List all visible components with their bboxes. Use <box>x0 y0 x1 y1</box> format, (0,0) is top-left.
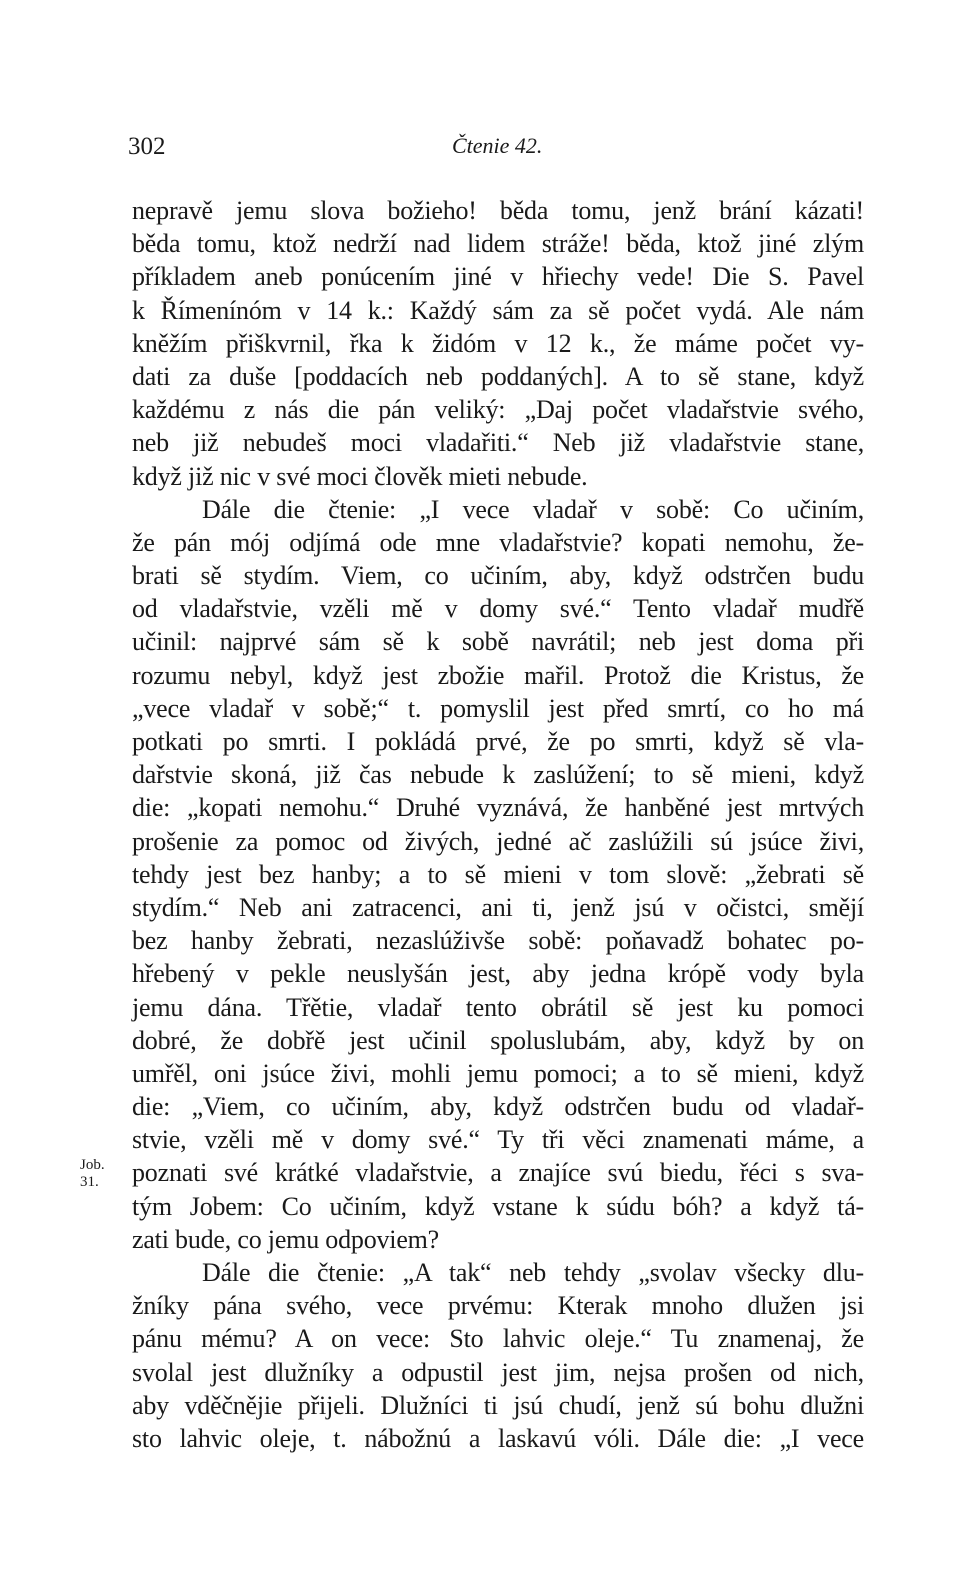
text-line: stydím.“ Neb ani zatracenci, ani ti, jenž jsú v očistci, smějí <box>132 892 864 922</box>
text-line: dobré, že dobřě jest učinil spoluslubám, aby, když by on <box>132 1025 864 1055</box>
text-line: tým Jobem: Co učiním, když vstane k súdu bóh? a když tá- <box>132 1191 864 1221</box>
text-line: dati za duše [poddacích neb poddaných]. A to sě stane, když <box>132 361 864 391</box>
margin-note-line: Job. <box>80 1157 105 1173</box>
page-header <box>0 0 960 200</box>
text-line: aby vděčnějie přijeli. Dlužníci ti jsú chudí, jenž sú bohu dlužni <box>132 1390 864 1420</box>
text-line: že pán mój odjímá ode mne vladařstvie? kopati nemohu, že- <box>132 527 864 557</box>
text-line: každému z nás die pán veliký: „Daj počet vladařstvie svého, <box>132 395 864 425</box>
text-line: neb již nebudeš moci vladařiti.“ Neb již vladařstvie stane, <box>132 428 864 458</box>
text-line: zati bude, co jemu odpoviem? <box>132 1224 440 1254</box>
text-line: k Římenínóm v 14 k.: Každý sám za sě počet vydá. Ale nám <box>132 295 864 325</box>
text-line: potkati po smrti. I pokládá prvé, že po smrti, když sě vla- <box>132 727 864 756</box>
text-line: rozumu nebyl, když jest zbožie mařil. Protož die Kristus, že <box>132 660 864 690</box>
text-line: prošenie za pomoc od živých, jedné ač zaslúžili sú jsúce živi, <box>132 826 864 856</box>
text-line: die: „kopati nemohu.“ Druhé vyznává, že hanběné jest mrtvých <box>132 793 864 823</box>
text-line: pánu mému? A on vece: Sto lahvic oleje.“ Tu znamenaj, že <box>132 1324 864 1354</box>
text-line: stvie, vzěli mě v domy své.“ Ty tři věci znamenati máme, a <box>132 1125 864 1155</box>
text-line: hřebený v pekle neuslyšán jest, aby jedna krópě vody byla <box>132 959 864 989</box>
text-line: nepravě jemu slova božieho! běda tomu, jenž brání kázati! <box>132 196 864 225</box>
margin-note <box>80 1157 124 1191</box>
text-line: tehdy jest bez hanby; a to sě mieni v tom slově: „žebrati sě <box>132 859 864 889</box>
text-line: brati sě stydím. Viem, co učiním, aby, když odstrčen budu <box>132 561 864 591</box>
text-line: Dále die čtenie: „I vece vladař v sobě: Co učiním, <box>202 494 864 524</box>
text-line: dařstvie skoná, již čas nebude k zaslúžení; to sě mieni, když <box>132 760 864 790</box>
text-line: svolal jest dlužníky a odpustil jest jim, nejsa prošen od nich, <box>132 1357 864 1387</box>
text-line: když již nic v své moci člověk mieti nebude. <box>132 461 588 491</box>
text-line: od vladařstvie, vzěli mě v domy své.“ Tento vladař mudřě <box>132 594 864 624</box>
body-text <box>132 194 864 1455</box>
text-line: kněžím přiškvrnil, řka k židóm v 12 k., že máme počet vy- <box>132 328 864 358</box>
page-number: 302 <box>128 133 166 160</box>
text-line: Dále die čtenie: „A tak“ neb tehdy „svolav všecky dlu- <box>202 1258 864 1287</box>
text-line: žníky pána svého, vece prvému: Kterak mnoho dlužen jsi <box>132 1291 864 1321</box>
text-line: jemu dána. Třětie, vladař tento obrátil sě jest ku pomoci <box>132 992 864 1022</box>
text-line: bez hanby žebrati, nezaslúživše sobě: poňavadž bohatec po- <box>132 926 864 956</box>
text-line: „vece vladař v sobě;“ t. pomyslil jest před smrtí, co ho má <box>132 693 864 723</box>
text-line: učinil: najprvé sám sě k sobě navrátil; neb jest doma při <box>132 627 864 657</box>
text-line: sto lahvic oleje, t. nábožnú a laskavú vóli. Dále die: „I vece <box>132 1423 864 1453</box>
text-line: příkladem aneb ponúcením jiné v hřiechy vede! Die S. Pavel <box>132 262 864 292</box>
text-line: poznati své krátké vladařstvie, a znajíce svú biedu, řéci s sva- <box>132 1158 864 1188</box>
margin-note-line: 31. <box>80 1174 99 1190</box>
text-line: die: „Viem, co učiním, aby, když odstrčen budu od vladař- <box>132 1092 864 1122</box>
text-line: umřěl, oni jsúce živi, mohli jemu pomoci; a to sě mieni, když <box>132 1058 864 1088</box>
running-title: Čtenie 42. <box>452 133 543 158</box>
text-line: běda tomu, ktož nedrží nad lidem stráže! běda, ktož jiné zlým <box>132 229 864 259</box>
